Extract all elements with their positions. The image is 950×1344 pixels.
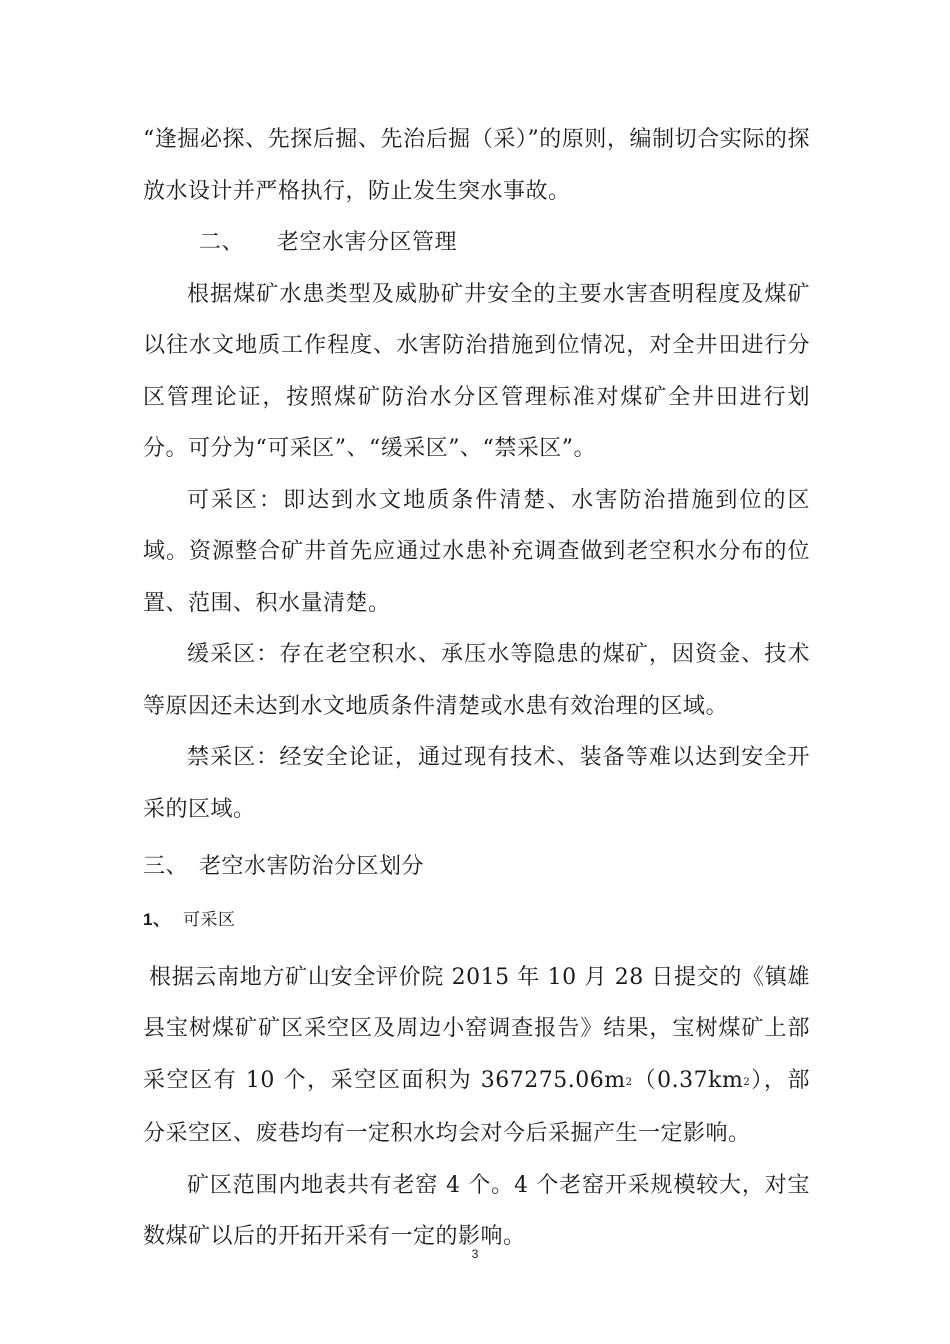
section-number: 二、 bbox=[199, 230, 245, 255]
paragraph-minable-zone: 可采区：即达到水文地质条件清楚、水害防治措施到位的区域。资源整合矿井首先应通过水患补充调查做到老空积水分布的位置、范围、积水量清楚。 bbox=[143, 487, 810, 616]
survey-text-part-2: （0.37km bbox=[632, 1067, 744, 1093]
subsection-number: 1、 bbox=[143, 909, 171, 929]
section-heading-3 bbox=[143, 841, 810, 893]
section-title: 老空水害防治分区划分 bbox=[199, 854, 425, 879]
paragraph-principle: “逢掘必探、先探后掘、先治后掘（采）”的原则，编制切合实际的探放水设计并严格执行，防止发生突水事故。 bbox=[143, 127, 810, 204]
document-body bbox=[143, 114, 810, 1263]
subsection-title: 可采区 bbox=[183, 909, 236, 930]
superscript-squared: 2 bbox=[625, 1076, 633, 1088]
survey-text-part-1: 根据云南地方矿山安全评价院 2015 年 10 月 28 日提交的《镇雄县宝树煤矿矿区采空区及周边小窑调查报告》结果，宝树煤矿上部采空区有 10 个，采空区面积为 367275.06m bbox=[143, 964, 810, 1093]
paragraph-deferred-zone: 缓采区：存在老空积水、承压水等隐患的煤矿，因资金、技术等原因还未达到水文地质条件清楚或水患有效治理的区域。 bbox=[143, 642, 810, 719]
paragraph-prohibited-zone: 禁采区：经安全论证，通过现有技术、装备等难以达到安全开采的区域。 bbox=[143, 745, 810, 822]
subsection-heading-1 bbox=[143, 895, 810, 945]
superscript-squared: 2 bbox=[743, 1076, 751, 1088]
section-number: 三、 bbox=[143, 854, 189, 879]
page-number: 3 bbox=[471, 1247, 479, 1261]
survey-text-part-3: ），部分采空区、废巷均有一定积水均会对今后采掘产生一定影响。 bbox=[143, 1067, 810, 1146]
paragraph-zoning-management: 根据煤矿水患类型及威胁矿井安全的主要水害查明程度及煤矿以往水文地质工作程度、水害防治措施到位情况，对全井田进行分区管理论证，按照煤矿防治水分区管理标准对煤矿全井田进行划分。可分为“可采区”、“缓采区”、“禁采区”。 bbox=[143, 281, 810, 461]
paragraph-survey-results bbox=[143, 952, 810, 1160]
section-title: 老空水害分区管理 bbox=[277, 230, 458, 255]
section-heading-2 bbox=[143, 217, 810, 269]
paragraph-old-kilns: 矿区范围内地表共有老窑 4 个。4 个老窑开采规模较大，对宝数煤矿以后的开拓开采有一定的影响。 bbox=[143, 1172, 810, 1249]
